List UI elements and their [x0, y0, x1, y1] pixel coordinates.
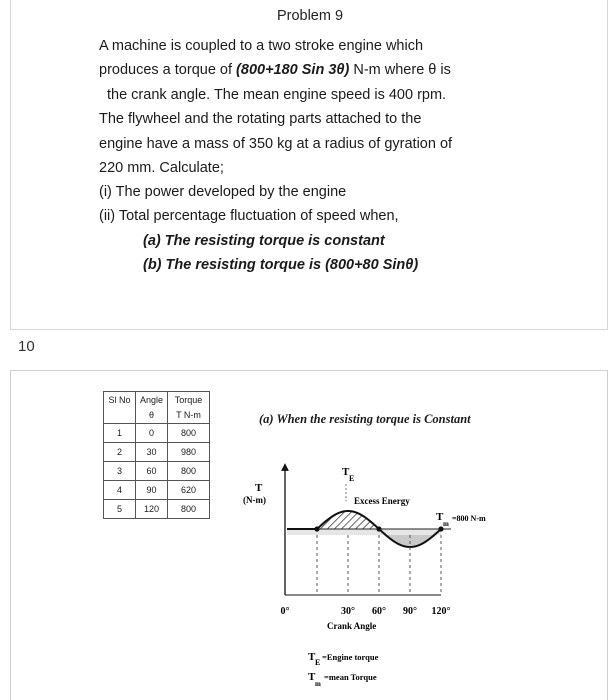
- table-cell: 0: [136, 424, 168, 443]
- mean-value-label: =800 N-m: [452, 514, 486, 523]
- statement-line-3: the crank angle. The mean engine speed is 400 rpm.: [107, 86, 447, 103]
- question-subitem-b: (b) The resisting torque is (800+80 Sinθ): [143, 257, 419, 274]
- torque-expression: (800+180 Sin 3θ): [236, 62, 350, 79]
- table-unit-torque: T N-m: [168, 408, 210, 424]
- table-cell: 5: [104, 500, 136, 519]
- table-cell: 2: [104, 443, 136, 462]
- table-header-torque: Torque: [168, 392, 210, 408]
- problem-statement: [99, 34, 509, 180]
- intersection-dot: [376, 526, 381, 531]
- statement-torque-suffix: N-m where θ is: [353, 62, 451, 79]
- curve-label-sub: E: [349, 474, 355, 483]
- chart-title: (a) When the resisting torque is Constant: [259, 412, 471, 426]
- page-number: 10: [18, 338, 35, 355]
- table-cell: 1: [104, 424, 136, 443]
- legend-tm-text: =mean Torque: [324, 672, 377, 682]
- table-cell: 620: [168, 481, 210, 500]
- problem-title: Problem 9: [276, 8, 344, 24]
- table-cell: 800: [168, 500, 210, 519]
- statement-torque-prefix: produces a torque of: [99, 62, 233, 79]
- table-cell: 4: [104, 481, 136, 500]
- problem-slide: [10, 0, 608, 330]
- x-tick-label: 120°: [431, 606, 451, 617]
- statement-line-5: engine have a mass of 350 kg at a radius of gyration of: [99, 135, 453, 152]
- intersection-dot: [314, 526, 319, 531]
- solution-slide: [10, 370, 608, 700]
- table-cell: 980: [168, 443, 210, 462]
- question-item-2: (ii) Total percentage fluctuation of speed when,: [99, 208, 399, 225]
- mean-label-symbol: T: [436, 511, 444, 523]
- table-header-angle: Angle: [136, 392, 168, 408]
- excess-energy-label: Excess Energy: [354, 496, 410, 506]
- x-tick-label: 0°: [280, 606, 290, 617]
- legend-tm-symbol: T: [308, 671, 316, 683]
- x-tick-labels: [281, 606, 451, 617]
- x-tick-label: 90°: [403, 606, 417, 617]
- y-axis-label: T: [255, 482, 263, 494]
- legend-te-text: =Engine torque: [322, 652, 379, 662]
- question-list: [99, 180, 519, 278]
- curve-label-symbol: T: [342, 466, 350, 478]
- table-cell: 3: [104, 462, 136, 481]
- table-cell: 60: [136, 462, 168, 481]
- y-axis-unit: (N-m): [243, 495, 266, 505]
- table-cell: 30: [136, 443, 168, 462]
- statement-line-4: The flywheel and the rotating parts attached to the: [99, 111, 422, 128]
- x-tick-label: 30°: [341, 606, 355, 617]
- legend-te-symbol: T: [308, 651, 316, 663]
- statement-line-6: 220 mm. Calculate;: [99, 160, 224, 177]
- statement-line-1: A machine is coupled to a two stroke engine which: [99, 38, 424, 54]
- table-cell: 90: [136, 481, 168, 500]
- legend-tm-sub: m: [315, 680, 321, 688]
- question-item-1: (i) The power developed by the engine: [99, 184, 347, 200]
- table-header-slno: Sl No: [104, 392, 136, 408]
- table-cell: 800: [168, 462, 210, 481]
- table-unit-angle: θ: [136, 408, 168, 424]
- table-cell: 800: [168, 424, 210, 443]
- x-tick-label: 60°: [372, 606, 386, 617]
- torque-diagram: [11, 371, 609, 700]
- statement-line-2: [99, 58, 509, 82]
- x-axis-label: Crank Angle: [327, 621, 377, 631]
- legend-te-sub: E: [315, 658, 321, 667]
- mean-label-sub: m: [443, 520, 449, 528]
- question-subitem-a: (a) The resisting torque is constant: [143, 232, 385, 249]
- table-cell: 120: [136, 500, 168, 519]
